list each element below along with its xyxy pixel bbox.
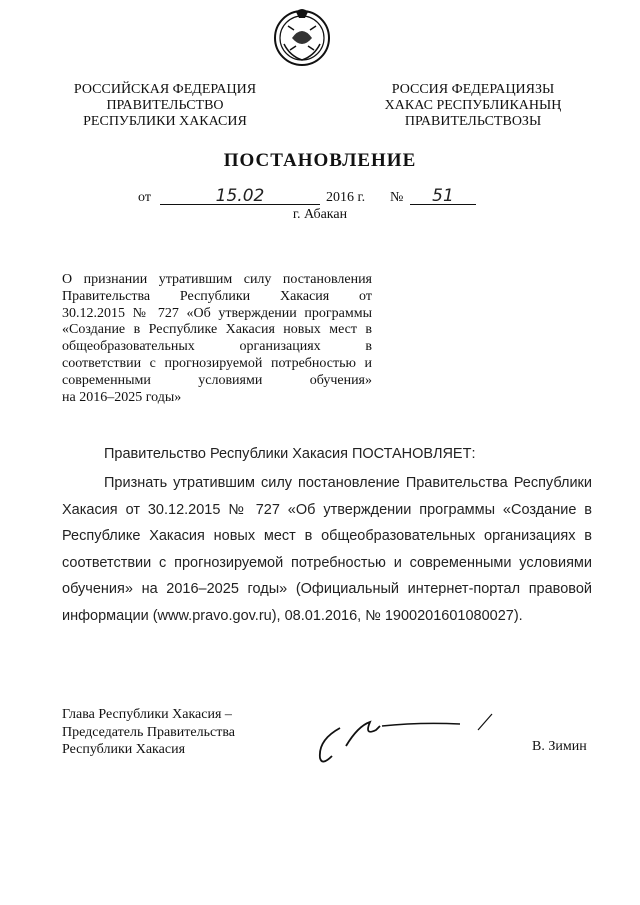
paragraph-line: Признать утратившим силу постановление Правительства Республики bbox=[104, 475, 592, 491]
header-right bbox=[348, 82, 598, 130]
date-prefix: от bbox=[138, 190, 151, 205]
document-title: ПОСТАНОВЛЕНИЕ bbox=[223, 150, 417, 171]
decree-paragraph bbox=[62, 470, 592, 629]
date-value: 15.02 bbox=[160, 188, 320, 205]
signatory-title-line: Глава Республики Хакасия – bbox=[62, 707, 232, 722]
coat-of-arms-icon bbox=[270, 4, 334, 68]
header-right-line: ХАКАС РЕСПУБЛИКАНЫҢ bbox=[384, 98, 562, 113]
paragraph-line: Хакасия от 30.12.2015 № 727 «Об утверждении программы «Создание в bbox=[62, 501, 592, 518]
subject-line: О признании утратившим силу постановления bbox=[62, 272, 372, 287]
header-left bbox=[40, 82, 290, 130]
subject-line: современными условиями обучения» bbox=[62, 372, 372, 388]
signatory-title bbox=[62, 706, 235, 759]
header-right-line: РОССИЯ ФЕДЕРАЦИЯЗЫ bbox=[391, 82, 555, 97]
signatory-title-line: Республики Хакасия bbox=[62, 742, 186, 757]
subject-line: 30.12.2015 № 727 «Об утверждении программы bbox=[62, 305, 372, 321]
subject-line: на 2016–2025 годы» bbox=[62, 389, 182, 405]
header-left-line: РЕСПУБЛИКИ ХАКАСИЯ bbox=[83, 114, 247, 129]
city: г. Абакан bbox=[292, 207, 348, 222]
subject-line: «Создание в Республике Хакасия новых мест в bbox=[62, 322, 372, 338]
subject-line: Правительства Республики Хакасия от bbox=[62, 288, 372, 304]
signatory-title-line: Председатель Правительства bbox=[62, 724, 235, 740]
paragraph-line: Республике Хакасия новых мест в общеобразовательных организациях в bbox=[62, 528, 592, 544]
paragraph-line: информации (www.pravo.gov.ru), 08.01.2016, № 1900201601080027). bbox=[62, 607, 523, 624]
paragraph-line: обучения» на 2016–2025 годы» (Официальный интернет-портал правовой bbox=[62, 581, 592, 597]
header-right-line: ПРАВИТЕЛЬСТВОЗЫ bbox=[404, 114, 542, 129]
handwritten-signature bbox=[310, 700, 510, 770]
document-number: 51 bbox=[410, 188, 476, 205]
signatory-name: В. Зимин bbox=[532, 739, 587, 754]
subject-line: соответствии с прогнозируемой потребностью и bbox=[62, 355, 372, 371]
document-subject bbox=[62, 272, 372, 406]
number-sign: № bbox=[390, 190, 404, 205]
paragraph-line: соответствии с прогнозируемой потребностью и современными условиями bbox=[62, 554, 592, 571]
date-year: 2016 г. bbox=[326, 190, 366, 205]
decree-intro: Правительство Республики Хакасия ПОСТАНОВЛЯЕТ: bbox=[104, 446, 476, 462]
header-left-line: ПРАВИТЕЛЬСТВО bbox=[106, 98, 224, 113]
header-left-line: РОССИЙСКАЯ ФЕДЕРАЦИЯ bbox=[73, 82, 257, 97]
subject-line: общеобразовательных организациях в bbox=[62, 339, 372, 355]
